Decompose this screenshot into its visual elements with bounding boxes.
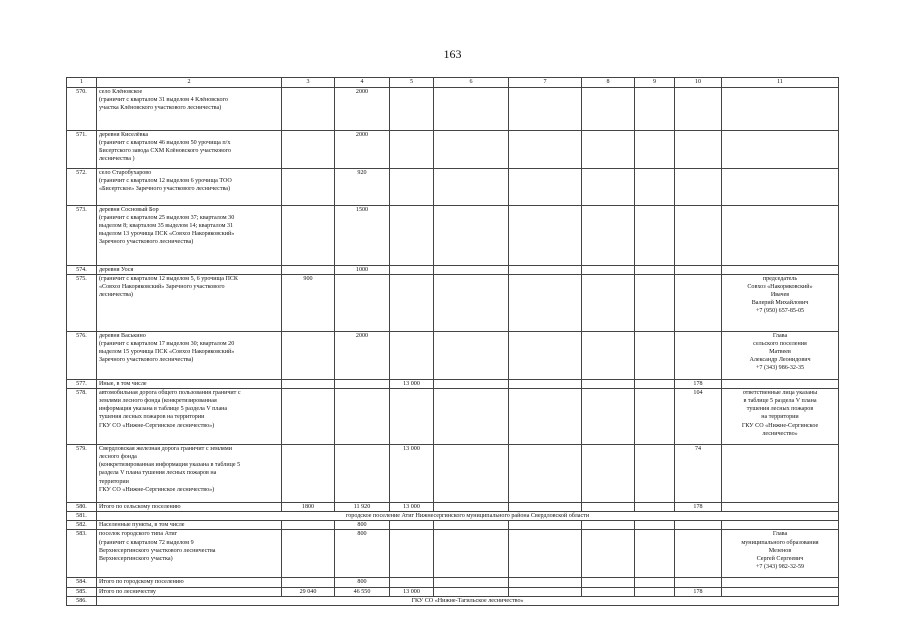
settlement-description-line: (граничит с кварталом 46 выделом 50 урочища п/х <box>99 140 231 147</box>
value-col8 <box>582 578 635 587</box>
responsible-contact-line: сельского поселения <box>753 341 807 348</box>
value-col8 <box>582 530 635 578</box>
settlement-description-line: Итого по городскому поселению <box>99 579 184 586</box>
value-col6 <box>434 587 509 596</box>
row-number: 583. <box>67 530 97 578</box>
settlement-description-line: село Старобухарово <box>99 170 152 176</box>
settlement-description-line: поселок городского типа Атиг <box>99 531 178 538</box>
settlement-description-line: (граничит с кварталом 17 выделом 30; кварталом 20 <box>99 341 235 348</box>
value-col8 <box>582 206 635 266</box>
responsible-contact <box>722 389 839 445</box>
value-col9 <box>635 266 675 275</box>
value-col7 <box>509 131 582 169</box>
settlement-description <box>97 530 282 578</box>
settlement-description-line: деревня Сосновый Бор <box>99 207 159 213</box>
value-col10 <box>675 275 722 332</box>
responsible-contact-line: на территории <box>761 414 799 421</box>
value-col10: 178 <box>675 587 722 596</box>
responsible-contact <box>722 88 839 131</box>
value-col5 <box>390 275 434 332</box>
value-col9 <box>635 131 675 169</box>
responsible-contact <box>722 530 839 578</box>
column-header: 3 <box>282 78 335 88</box>
value-col3 <box>282 88 335 131</box>
row-number: 585. <box>67 587 97 596</box>
responsible-contact-line: Ивачев <box>770 292 790 299</box>
value-col10 <box>675 266 722 275</box>
value-col8 <box>582 131 635 169</box>
value-col6 <box>434 530 509 578</box>
settlement-description-line: выделом 8; кварталом 35 выделом 14; кварталом 31 <box>99 223 234 230</box>
column-header: 10 <box>675 78 722 88</box>
value-col4 <box>335 389 390 445</box>
forest-fire-table <box>66 77 839 606</box>
table-row <box>67 521 839 530</box>
row-number: 578. <box>67 389 97 445</box>
settlement-description-line: Верхнесергинского участка) <box>99 555 173 562</box>
settlement-description <box>97 266 282 275</box>
row-number: 579. <box>67 445 97 503</box>
value-col7 <box>509 389 582 445</box>
value-col10 <box>675 169 722 206</box>
settlement-description-line: (граничит с кварталом 12 выделом 5, 6 урочища ПСК <box>99 276 238 283</box>
value-col4 <box>335 380 390 389</box>
row-number: 573. <box>67 206 97 266</box>
value-col4: 11 920 <box>335 503 390 512</box>
responsible-contact <box>722 266 839 275</box>
settlement-description <box>97 206 282 266</box>
settlement-description-line: Верхнесергинского участкового лесничества <box>99 547 216 554</box>
responsible-contact <box>722 521 839 530</box>
responsible-contact-line: в таблице 5 раздела V плана <box>743 398 817 405</box>
value-col8 <box>582 380 635 389</box>
value-col3: 900 <box>282 275 335 332</box>
value-col8 <box>582 169 635 206</box>
responsible-contact <box>722 131 839 169</box>
settlement-description-line: тушения лесных пожаров на территории <box>99 414 205 421</box>
value-col4: 920 <box>335 169 390 206</box>
column-header: 5 <box>390 78 434 88</box>
value-col10 <box>675 88 722 131</box>
settlement-description-line: деревня Киселёвка <box>99 132 149 138</box>
settlement-description-line: автомобильная дорога общего пользования граничит с <box>99 390 241 397</box>
value-col10 <box>675 521 722 530</box>
value-col7 <box>509 266 582 275</box>
responsible-contact-line: тушения лесных пожаров <box>746 406 814 413</box>
value-col4: 1500 <box>335 206 390 266</box>
table-row <box>67 503 839 512</box>
value-col4: 800 <box>335 578 390 587</box>
table-row <box>67 445 839 503</box>
value-col9 <box>635 169 675 206</box>
value-col8 <box>582 445 635 503</box>
table-row <box>67 88 839 131</box>
value-col6 <box>434 131 509 169</box>
table-row <box>67 275 839 332</box>
value-col10 <box>675 578 722 587</box>
settlement-description-line: Итого по сельскому поселению <box>99 504 181 511</box>
column-header: 11 <box>722 78 839 88</box>
value-col3 <box>282 266 335 275</box>
responsible-contact-line: председатель <box>762 276 798 283</box>
value-col9 <box>635 503 675 512</box>
responsible-contact-line: Александр Леонидович <box>749 357 811 364</box>
column-header: 6 <box>434 78 509 88</box>
table-row <box>67 389 839 445</box>
value-col3 <box>282 389 335 445</box>
value-col8 <box>582 587 635 596</box>
row-number: 574. <box>67 266 97 275</box>
value-col6 <box>434 206 509 266</box>
column-header: 7 <box>509 78 582 88</box>
settlement-description-line: «Бисертское» Заречного участкового лесничества) <box>99 186 231 193</box>
value-col5 <box>390 266 434 275</box>
value-col5 <box>390 389 434 445</box>
value-col10 <box>675 332 722 380</box>
value-col10 <box>675 530 722 578</box>
settlement-description-line: (граничит с кварталом 25 выделом 37; кварталом 30 <box>99 215 235 222</box>
row-number: 576. <box>67 332 97 380</box>
settlement-description-line: ГКУ СО «Нижне-Сергинское лесничество») <box>99 422 215 429</box>
value-col5 <box>390 169 434 206</box>
value-col4: 2000 <box>335 131 390 169</box>
value-col5 <box>390 88 434 131</box>
responsible-contact-line: Совхоз «Накоряковский» <box>747 284 813 291</box>
table-row <box>67 578 839 587</box>
settlement-description <box>97 169 282 206</box>
row-number: 577. <box>67 380 97 389</box>
value-col6 <box>434 503 509 512</box>
value-col5 <box>390 206 434 266</box>
value-col6 <box>434 380 509 389</box>
settlement-description-line: лесного фонда <box>99 454 137 461</box>
value-col3 <box>282 521 335 530</box>
value-col5: 13 000 <box>390 503 434 512</box>
responsible-contact <box>722 169 839 206</box>
settlement-description <box>97 380 282 389</box>
value-col3 <box>282 206 335 266</box>
settlement-description-line: лесничества ) <box>99 156 135 163</box>
value-col8 <box>582 266 635 275</box>
table-row <box>67 332 839 380</box>
value-col3: 1800 <box>282 503 335 512</box>
value-col7 <box>509 521 582 530</box>
value-col9 <box>635 389 675 445</box>
responsible-contact-line: +7 (950) 657-85-05 <box>755 308 805 315</box>
value-col3 <box>282 131 335 169</box>
settlement-description <box>97 587 282 596</box>
settlement-description-line: село Клёновское <box>99 89 143 95</box>
settlement-description-line: раздела V плана тушения лесных пожаров на <box>99 470 217 477</box>
settlement-description <box>97 521 282 530</box>
settlement-description-line: Населенные пункты, в том числе <box>99 522 185 529</box>
table-row <box>67 380 839 389</box>
settlement-description-line: (граничит с кварталом 31 выделом 4 Клёновского <box>99 97 228 104</box>
value-col8 <box>582 88 635 131</box>
responsible-contact <box>722 587 839 596</box>
value-col5 <box>390 530 434 578</box>
responsible-contact-line: Валерий Михайлович <box>751 300 809 307</box>
value-col4: 2000 <box>335 332 390 380</box>
row-number: 584. <box>67 578 97 587</box>
table-header-row <box>67 78 839 88</box>
value-col4: 800 <box>335 521 390 530</box>
table-row <box>67 169 839 206</box>
table-row <box>67 587 839 596</box>
row-number: 580. <box>67 503 97 512</box>
responsible-contact-line: +7 (343) 986-32-35 <box>755 365 805 372</box>
value-col9 <box>635 88 675 131</box>
value-col7 <box>509 206 582 266</box>
settlement-description-line: Иные, в том числе <box>99 381 147 388</box>
settlement-description-line: ГКУ СО «Нижне-Сергинское лесничество») <box>99 486 215 493</box>
settlement-description-line: Заречного участкового лесничества) <box>99 357 194 364</box>
responsible-contact <box>722 332 839 380</box>
section-heading: ГКУ СО «Нижне-Тагильское лесничество» <box>97 596 839 605</box>
value-col10 <box>675 131 722 169</box>
settlement-description-line: Заречного участкового лесничества) <box>99 239 194 246</box>
value-col7 <box>509 169 582 206</box>
value-col6 <box>434 332 509 380</box>
row-number: 571. <box>67 131 97 169</box>
value-col9 <box>635 332 675 380</box>
value-col9 <box>635 578 675 587</box>
value-col4 <box>335 445 390 503</box>
value-col6 <box>434 389 509 445</box>
settlement-description <box>97 389 282 445</box>
value-col7 <box>509 587 582 596</box>
value-col8 <box>582 503 635 512</box>
settlement-description-line: выделом 15 урочища ПСК «Совхоз Накоряковский» <box>99 349 235 356</box>
value-col9 <box>635 587 675 596</box>
value-col3 <box>282 169 335 206</box>
responsible-contact <box>722 275 839 332</box>
column-header: 9 <box>635 78 675 88</box>
page-number: 163 <box>443 47 462 61</box>
column-header: 4 <box>335 78 390 88</box>
value-col9 <box>635 275 675 332</box>
responsible-contact-line: Матвеев <box>769 349 791 356</box>
value-col4: 46 550 <box>335 587 390 596</box>
settlement-description <box>97 332 282 380</box>
settlement-description-line: выделом 13 урочища ПСК «Совхоз Накоряковский» <box>99 231 235 238</box>
value-col6 <box>434 521 509 530</box>
settlement-description-line: (граничит с кварталом 12 выделом 6 урочища ТОО <box>99 178 232 185</box>
row-number: 582. <box>67 521 97 530</box>
value-col9 <box>635 380 675 389</box>
value-col3 <box>282 445 335 503</box>
value-col7 <box>509 530 582 578</box>
value-col9 <box>635 445 675 503</box>
column-header: 2 <box>97 78 282 88</box>
settlement-description <box>97 88 282 131</box>
value-col8 <box>582 332 635 380</box>
row-number: 572. <box>67 169 97 206</box>
value-col7 <box>509 503 582 512</box>
settlement-description-line: участка Клёновского участкового лесничества) <box>99 105 222 112</box>
value-col7 <box>509 445 582 503</box>
settlement-description <box>97 578 282 587</box>
table-row <box>67 530 839 578</box>
settlement-description <box>97 275 282 332</box>
settlement-description-line: «Совхоз Накоряковский» Заречного участкового <box>99 284 225 291</box>
value-col7 <box>509 88 582 131</box>
value-col5 <box>390 521 434 530</box>
value-col8 <box>582 275 635 332</box>
value-col4: 2000 <box>335 88 390 131</box>
settlement-description-line: (граничит с кварталом 72 выделом 9 <box>99 539 194 546</box>
responsible-contact-line: Глава <box>772 531 788 538</box>
responsible-contact <box>722 206 839 266</box>
value-col5 <box>390 131 434 169</box>
value-col3 <box>282 332 335 380</box>
table-row <box>67 512 839 521</box>
value-col6 <box>434 88 509 131</box>
responsible-contact-line: ответственные лица указаны <box>742 390 818 397</box>
settlement-description-line: (конкретизированная информация указана в таблице 5 <box>99 462 241 469</box>
settlement-description-line: информация указана в таблице 5 раздела V плана <box>99 406 228 413</box>
settlement-description-line: Бисертского завода СХМ Клёновского участкового <box>99 148 232 155</box>
value-col8 <box>582 521 635 530</box>
value-col6 <box>434 169 509 206</box>
table-row <box>67 131 839 169</box>
row-number: 581. <box>67 512 97 521</box>
responsible-contact-line: Мезенов <box>768 547 792 554</box>
settlement-description <box>97 131 282 169</box>
responsible-contact <box>722 578 839 587</box>
responsible-contact-line: лесничество» <box>762 430 798 437</box>
settlement-description-line: территории <box>99 478 129 485</box>
responsible-contact <box>722 445 839 503</box>
value-col10 <box>675 206 722 266</box>
value-col10: 178 <box>675 380 722 389</box>
column-header: 8 <box>582 78 635 88</box>
table-row <box>67 266 839 275</box>
responsible-contact-line: Сергей Сергеевич <box>756 555 804 562</box>
value-col5 <box>390 332 434 380</box>
value-col7 <box>509 275 582 332</box>
value-col9 <box>635 530 675 578</box>
table-row <box>67 596 839 605</box>
settlement-description-line: Свердловская железная дорога граничит с землями <box>99 446 232 453</box>
row-number: 575. <box>67 275 97 332</box>
value-col3 <box>282 530 335 578</box>
settlement-description-line: деревня Уося <box>99 267 134 273</box>
value-col3 <box>282 578 335 587</box>
value-col5: 13 000 <box>390 380 434 389</box>
value-col7 <box>509 578 582 587</box>
section-heading: городское поселение Атиг Нижнесергинского муниципального района Свердловской области <box>97 512 839 521</box>
row-number: 570. <box>67 88 97 131</box>
settlement-description <box>97 503 282 512</box>
responsible-contact <box>722 380 839 389</box>
value-col10: 104 <box>675 389 722 445</box>
responsible-contact-line: +7 (343) 982-32-59 <box>755 563 805 570</box>
responsible-contact-line: Глава <box>772 333 788 340</box>
row-number: 586. <box>67 596 97 605</box>
value-col6 <box>434 266 509 275</box>
settlement-description-line: Итого по лесничеству <box>99 588 156 595</box>
value-col4: 800 <box>335 530 390 578</box>
value-col5 <box>390 578 434 587</box>
value-col3 <box>282 380 335 389</box>
value-col9 <box>635 521 675 530</box>
value-col5: 13 000 <box>390 445 434 503</box>
responsible-contact-line: муниципального образования <box>741 539 819 546</box>
value-col3: 29 040 <box>282 587 335 596</box>
column-header: 1 <box>67 78 97 88</box>
value-col4: 1000 <box>335 266 390 275</box>
settlement-description <box>97 445 282 503</box>
value-col8 <box>582 389 635 445</box>
settlement-description-line: деревня Васькино <box>99 333 146 340</box>
value-col6 <box>434 275 509 332</box>
settlement-description-line: лесничества) <box>99 292 133 299</box>
value-col10: 74 <box>675 445 722 503</box>
value-col6 <box>434 578 509 587</box>
value-col6 <box>434 445 509 503</box>
settlement-description-line: землями лесного фонда (конкретизированная <box>99 398 217 405</box>
value-col5: 13 000 <box>390 587 434 596</box>
value-col7 <box>509 332 582 380</box>
responsible-contact-line: ГКУ СО «Нижне-Сергинское <box>741 422 819 429</box>
responsible-contact <box>722 503 839 512</box>
table-row <box>67 206 839 266</box>
value-col7 <box>509 380 582 389</box>
value-col10: 178 <box>675 503 722 512</box>
value-col4 <box>335 275 390 332</box>
value-col9 <box>635 206 675 266</box>
